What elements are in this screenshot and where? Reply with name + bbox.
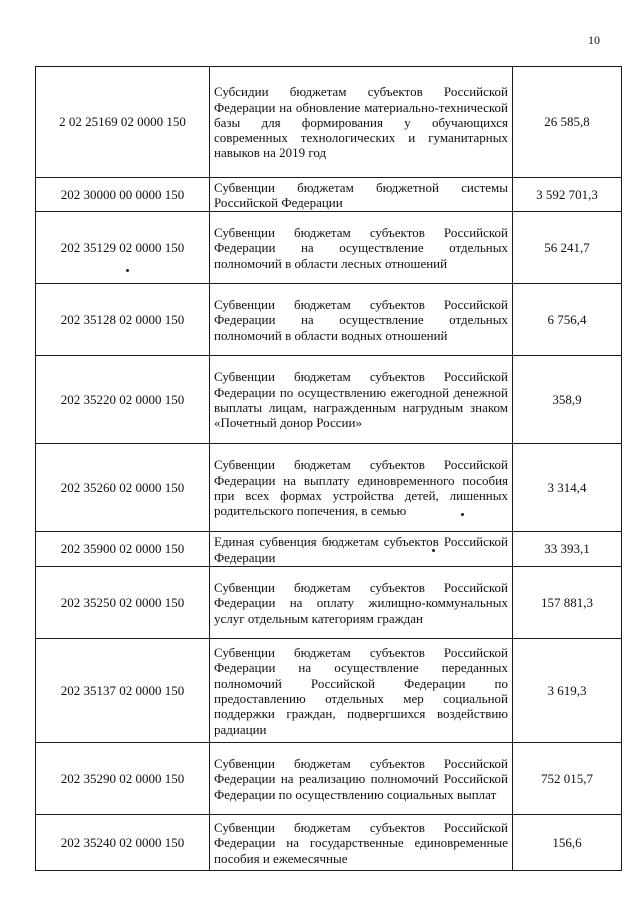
budget-code-cell: 202 35900 02 0000 150: [36, 532, 210, 567]
amount-cell: 358,9: [513, 356, 622, 444]
description-cell: Субвенции бюджетам субъектов Российской Федерации на выплату единовременного пособия при всех формах устройства детей, лишенных родительского попечения, в семью: [210, 444, 513, 532]
table-row: [36, 178, 622, 212]
scan-speck: [432, 549, 435, 552]
budget-code-cell: 202 35260 02 0000 150: [36, 444, 210, 532]
amount-cell: 26 585,8: [513, 67, 622, 178]
description-cell: Субсидии бюджетам субъектов Российской Федерации на обновление материально-технической базы для формирования у обучающихся современных технологических и гуманитарных навыков на 2019 год: [210, 67, 513, 178]
description-cell: Субвенции бюджетам субъектов Российской Федерации на государственные единовременные пособия и ежемесячные: [210, 815, 513, 871]
table-row: [36, 815, 622, 871]
amount-cell: 33 393,1: [513, 532, 622, 567]
description-cell: Субвенции бюджетам субъектов Российской Федерации на реализацию полномочий Российской Федерации по осуществлению социальных выплат: [210, 743, 513, 815]
amount-cell: 752 015,7: [513, 743, 622, 815]
amount-cell: 3 592 701,3: [513, 178, 622, 212]
description-cell: Субвенции бюджетам субъектов Российской Федерации по осуществлению ежегодной денежной выплаты лицам, награжденным нагрудным знаком «Почетный донор России»: [210, 356, 513, 444]
budget-code-cell: 202 35240 02 0000 150: [36, 815, 210, 871]
table-row: [36, 639, 622, 743]
budget-code-cell: 202 35129 02 0000 150: [36, 212, 210, 284]
budget-code-cell: 202 35290 02 0000 150: [36, 743, 210, 815]
amount-cell: 6 756,4: [513, 284, 622, 356]
page-number: 10: [588, 33, 600, 47]
table-row: [36, 532, 622, 567]
description-cell: Субвенции бюджетам субъектов Российской Федерации на оплату жилищно-коммунальных услуг отдельным категориям граждан: [210, 567, 513, 639]
table-row: [36, 356, 622, 444]
table-row: [36, 284, 622, 356]
scan-speck: [461, 513, 464, 516]
amount-cell: 3 314,4: [513, 444, 622, 532]
amount-cell: 56 241,7: [513, 212, 622, 284]
budget-code-cell: 202 35128 02 0000 150: [36, 284, 210, 356]
table-row: [36, 212, 622, 284]
budget-code-cell: 202 35250 02 0000 150: [36, 567, 210, 639]
table-row: [36, 743, 622, 815]
description-cell: Субвенции бюджетам субъектов Российской Федерации на осуществление отдельных полномочий в области лесных отношений: [210, 212, 513, 284]
amount-cell: 157 881,3: [513, 567, 622, 639]
budget-revenue-table: [35, 66, 622, 871]
budget-code-cell: 202 30000 00 0000 150: [36, 178, 210, 212]
description-cell: Единая субвенция бюджетам субъектов Российской Федерации: [210, 532, 513, 567]
description-cell: Субвенции бюджетам субъектов Российской Федерации на осуществление переданных полномочий Российской Федерации по предоставлению отдельных мер социальной поддержки граждан, подвергшихся воздействию радиации: [210, 639, 513, 743]
scan-speck: [126, 269, 129, 272]
amount-cell: 156,6: [513, 815, 622, 871]
table-row: [36, 67, 622, 178]
table-row: [36, 567, 622, 639]
budget-code-cell: 202 35220 02 0000 150: [36, 356, 210, 444]
description-cell: Субвенции бюджетам субъектов Российской Федерации на осуществление отдельных полномочий в области водных отношений: [210, 284, 513, 356]
description-cell: Субвенции бюджетам бюджетной системы Российской Федерации: [210, 178, 513, 212]
table-row: [36, 444, 622, 532]
budget-code-cell: 202 35137 02 0000 150: [36, 639, 210, 743]
amount-cell: 3 619,3: [513, 639, 622, 743]
budget-code-cell: 2 02 25169 02 0000 150: [36, 67, 210, 178]
